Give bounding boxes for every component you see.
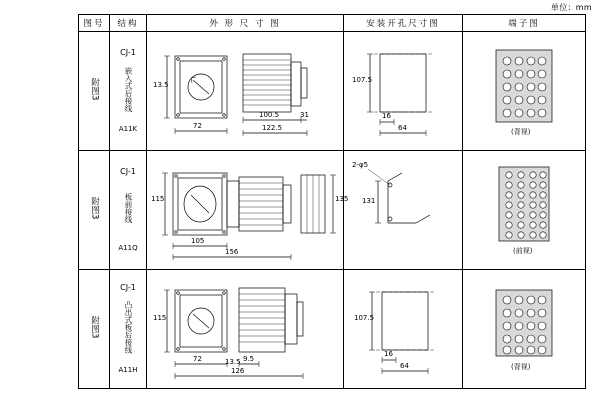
unit-note: 单位：mm — [550, 3, 592, 12]
row2-mount-dim-1: 2-φ5 — [352, 161, 369, 169]
row3-dim-2: 13.5 — [225, 358, 241, 366]
row1-dim-3: 122.5 — [262, 124, 283, 132]
row1-dim-1: 100.5 — [259, 111, 280, 119]
table-header-row — [79, 15, 586, 32]
row3-figure-no-text: 附图3 — [89, 315, 100, 339]
row3-terminal-drawing — [463, 270, 586, 389]
row2-outline-drawing — [147, 151, 349, 270]
row3-model: CJ-1 — [120, 283, 136, 292]
row2-code: A11Q — [118, 244, 138, 252]
row1-figure-no — [79, 32, 110, 151]
table-row — [79, 270, 586, 389]
table-row — [79, 151, 586, 270]
row3-dim-4: 126 — [231, 367, 245, 375]
row3-structure — [110, 270, 147, 389]
row3-mount-dim-0: 107.5 — [354, 314, 375, 322]
row1-structure-mid: 嵌入式后接线 — [124, 66, 133, 112]
row2-dim-3: 135 — [335, 195, 349, 203]
row3-mounting-drawing — [344, 270, 463, 389]
row3-dim-0: 115 — [153, 314, 167, 322]
row1-mount-dim-2: 64 — [398, 124, 407, 132]
row2-dim-2: 156 — [225, 248, 239, 256]
row3-terminal-note: (背视) — [511, 363, 531, 371]
row2-dim-1: 105 — [191, 237, 205, 245]
header-mounting-dims: 安装开孔尺寸图 — [344, 15, 463, 32]
row3-dim-1: 72 — [193, 355, 202, 363]
row3-mount-dim-1: 16 — [384, 350, 393, 358]
row3-mount-dim-2: 64 — [400, 362, 409, 370]
row2-structure-mid: 板前接线 — [124, 193, 133, 223]
row2-dim-0: 115 — [151, 195, 165, 203]
header-figure-no: 图号 — [79, 15, 110, 32]
row1-terminal-drawing — [463, 32, 586, 151]
row1-model: CJ-1 — [120, 48, 136, 57]
row1-dim-0: 13.5 — [153, 81, 169, 89]
row1-terminal-note: (背视) — [511, 128, 531, 136]
row2-model: CJ-1 — [120, 167, 136, 176]
row3-figure-no — [79, 270, 110, 389]
row1-structure — [110, 32, 147, 151]
row3-outline-drawing — [147, 270, 344, 389]
table-row — [79, 32, 586, 151]
spec-table — [78, 14, 586, 389]
row1-figure-no-text: 附图3 — [89, 77, 100, 101]
row1-mount-dim-1: 16 — [382, 112, 391, 120]
row1-dim-2: 72 — [193, 122, 202, 130]
row1-mounting-drawing — [344, 32, 463, 151]
header-terminal-diagram: 端子图 — [463, 15, 586, 32]
row2-structure — [110, 151, 147, 270]
row2-mounting-drawing — [344, 151, 463, 270]
header-structure: 结构 — [110, 15, 147, 32]
row3-dim-3: 9.5 — [243, 355, 255, 363]
row1-code: A11K — [118, 125, 138, 133]
row3-structure-mid: 凸出式板后接线 — [124, 300, 133, 354]
row1-mount-dim-0: 107.5 — [352, 76, 373, 84]
row1-dim-4: 31 — [300, 111, 309, 119]
row2-terminal-note: (前视) — [513, 247, 533, 255]
row2-terminal-drawing — [463, 151, 586, 270]
header-outline-dims: 外 形 尺 寸 图 — [147, 15, 344, 32]
row2-figure-no-text: 附图3 — [89, 196, 100, 220]
row2-figure-no — [79, 151, 110, 270]
row2-mount-dim-0: 131 — [362, 197, 376, 205]
row1-outline-drawing — [147, 32, 344, 151]
row3-code: A11H — [118, 366, 138, 374]
